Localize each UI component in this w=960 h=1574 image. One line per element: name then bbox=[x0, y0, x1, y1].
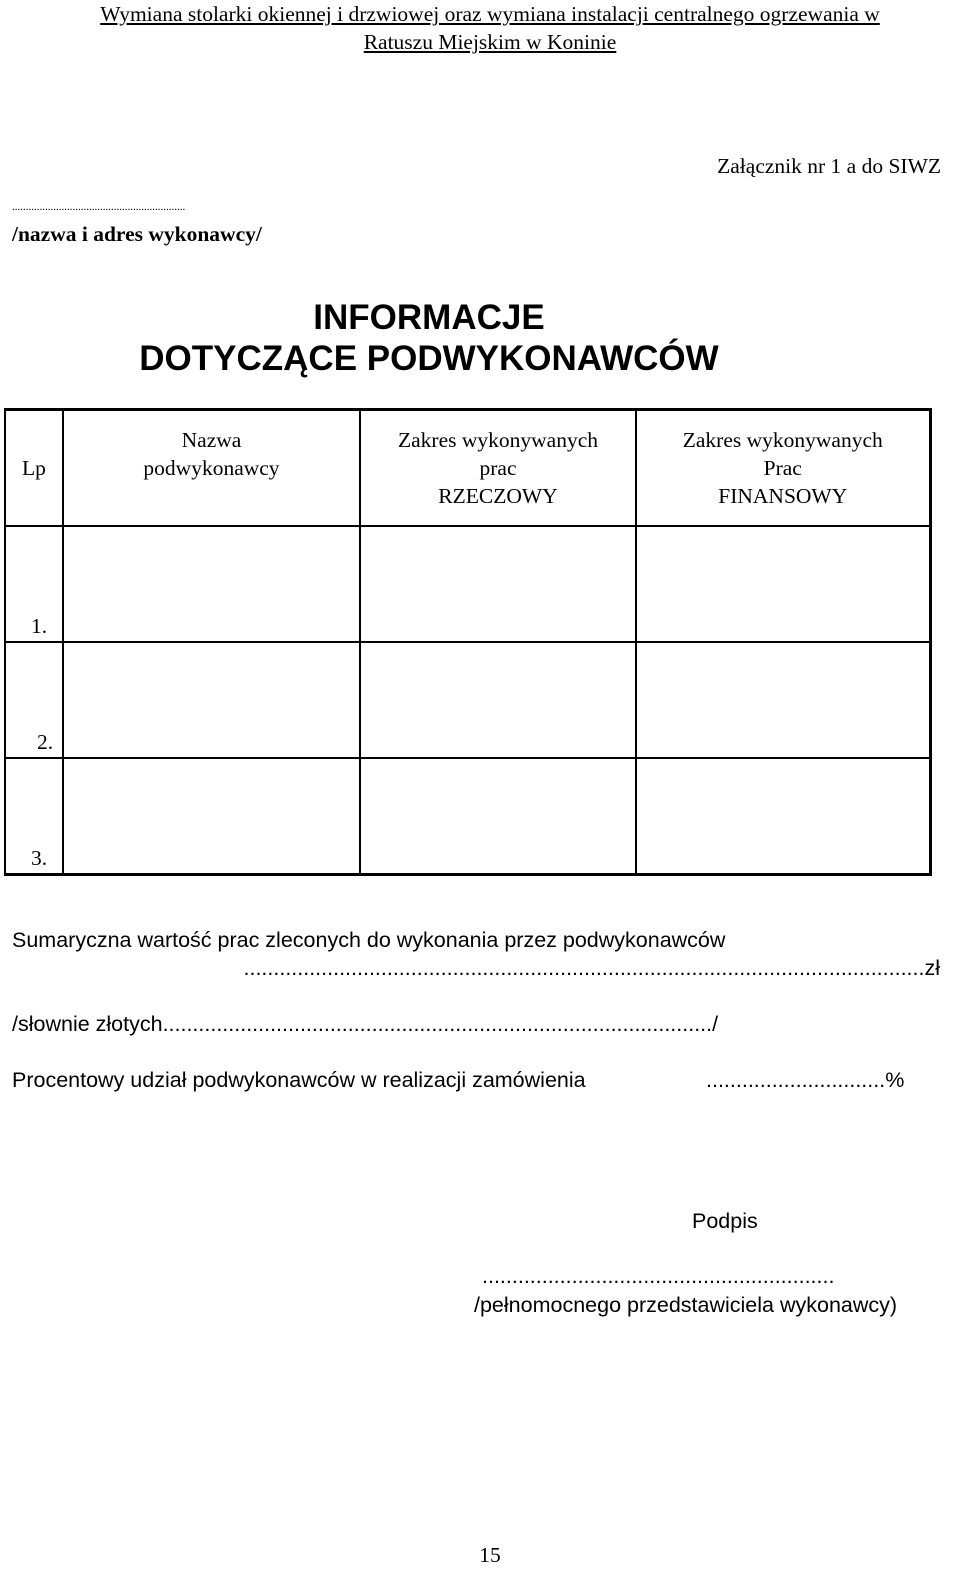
row-name-cell[interactable] bbox=[63, 526, 360, 642]
title-line-2: DOTYCZĄCE PODWYKONAWCÓW bbox=[139, 339, 719, 378]
subcontractors-table bbox=[4, 408, 932, 876]
document-header bbox=[0, 0, 960, 56]
contractor-dots: ............................................................... bbox=[12, 201, 186, 213]
table-header-row bbox=[5, 410, 930, 527]
total-value-label: Sumaryczna wartość prac zleconych do wykonania przez podwykonawców bbox=[12, 928, 726, 952]
header-lp-text: Lp bbox=[22, 456, 46, 480]
row-financial-cell[interactable] bbox=[636, 526, 930, 642]
percent-share-field[interactable]: ..............................% bbox=[706, 1068, 905, 1092]
header-name bbox=[63, 410, 360, 527]
row-financial-cell[interactable] bbox=[636, 642, 930, 758]
header-name-line-1: Nazwa bbox=[181, 428, 242, 452]
header-lp bbox=[5, 410, 63, 527]
header-material-line-2: prac bbox=[479, 456, 517, 480]
row-lp-cell bbox=[5, 642, 63, 758]
row-material-cell[interactable] bbox=[360, 642, 636, 758]
header-financial-line-1: Zakres wykonywanych bbox=[682, 428, 883, 452]
header-line-1: Wymiana stolarki okiennej i drzwiowej oraz wymiana instalacji centralnego ogrzewania w bbox=[100, 2, 880, 26]
total-value-field[interactable]: ..................................................................................................................zł bbox=[243, 956, 940, 980]
header-name-line-2: podwykonawcy bbox=[143, 456, 280, 480]
contractor-label: /nazwa i adres wykonawcy/ bbox=[12, 222, 262, 246]
row-name-cell[interactable] bbox=[63, 758, 360, 875]
signature-label: Podpis bbox=[692, 1209, 758, 1233]
header-financial-line-2: Prac bbox=[763, 456, 802, 480]
row-financial-cell[interactable] bbox=[636, 758, 930, 875]
signature-role: /pełnomocnego przedstawiciela wykonawcy) bbox=[474, 1293, 898, 1317]
table-row bbox=[5, 758, 930, 875]
annex-label: Załącznik nr 1 a do SIWZ bbox=[717, 154, 941, 178]
page-number: 15 bbox=[479, 1543, 501, 1567]
row-lp-cell bbox=[5, 758, 63, 875]
percent-share-label: Procentowy udział podwykonawców w realizacji zamówienia bbox=[12, 1068, 586, 1092]
row-material-cell[interactable] bbox=[360, 758, 636, 875]
header-financial-scope bbox=[636, 410, 930, 527]
title-line-1: INFORMACJE bbox=[313, 298, 545, 337]
signature-line[interactable]: ........................................................... bbox=[482, 1264, 835, 1288]
header-line-2: Ratuszu Miejskim w Koninie bbox=[363, 30, 617, 54]
header-material-scope bbox=[360, 410, 636, 527]
table-row bbox=[5, 526, 930, 642]
table-row bbox=[5, 642, 930, 758]
header-material-line-3: RZECZOWY bbox=[438, 484, 558, 508]
header-material-line-1: Zakres wykonywanych bbox=[397, 428, 598, 452]
row-lp: 3. bbox=[31, 846, 48, 870]
header-financial-line-3: FINANSOWY bbox=[718, 484, 848, 508]
row-lp: 2. bbox=[37, 730, 54, 754]
amount-in-words-field[interactable]: /słownie złotych............................................................................................/ bbox=[12, 1012, 719, 1036]
row-lp-cell bbox=[5, 526, 63, 642]
row-material-cell[interactable] bbox=[360, 526, 636, 642]
row-lp: 1. bbox=[31, 614, 48, 638]
row-name-cell[interactable] bbox=[63, 642, 360, 758]
